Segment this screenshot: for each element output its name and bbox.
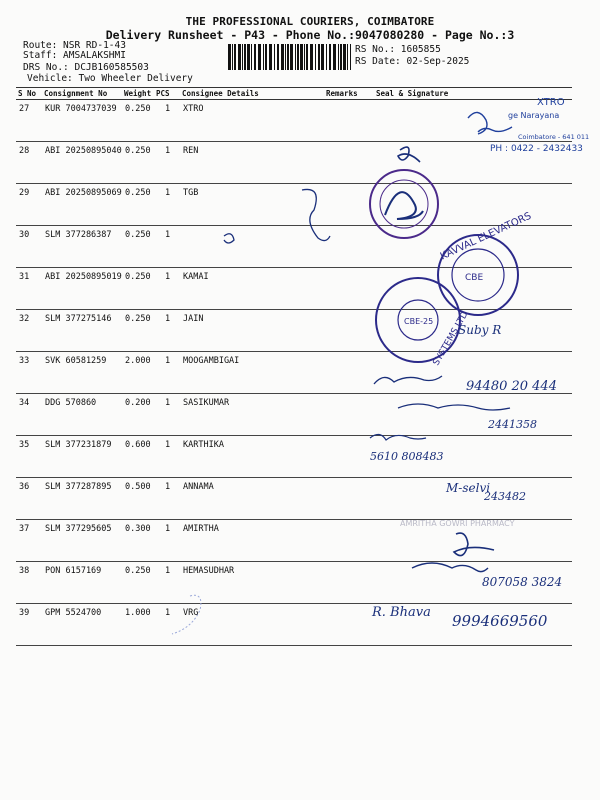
cell-sno: 31 [16,268,42,310]
cell-consignee: HEMASUDHAR [180,562,324,604]
cell-pcs: 1 [154,562,180,604]
cell-consignee: XTRO [180,100,324,142]
svg-text:SYSTEMS LTD: SYSTEMS LTD [431,309,471,368]
cell-consignment: KUR 7004737039 [42,100,122,142]
table-row [16,604,572,646]
cell-pcs: 1 [154,520,180,562]
cell-weight: 0.250 [122,268,154,310]
cell-weight: 0.250 [122,310,154,352]
table-row [16,436,572,478]
handwritten-row37-number: 243482 [484,490,526,503]
cell-seal [374,352,572,394]
cell-consignee: TGB [180,184,324,226]
cell-seal [374,268,572,310]
svg-text:PH : 0422 - 2432433: PH : 0422 - 2432433 [490,144,583,154]
handwritten-row39-number: 9994669560 [452,612,548,630]
svg-text:CBE: CBE [465,273,484,283]
cell-seal [374,604,572,646]
cell-consignee: ANNAMA [180,478,324,520]
cell-seal [374,520,572,562]
cell-remarks [324,268,374,310]
cell-pcs: 1 [154,604,180,646]
svg-text:Coimbatore - 641 011: Coimbatore - 641 011 [518,133,590,141]
cell-weight: 2.000 [122,352,154,394]
cell-sno: 28 [16,142,42,184]
col-header-pcs: PCS [154,88,180,100]
cell-weight: 0.250 [122,562,154,604]
cell-seal [374,310,572,352]
pharmacy-stamp: AMRITHA GOWRI PHARMACY [400,519,515,528]
handwritten-row34: 94480 20 444 [466,379,557,394]
table-row [16,310,572,352]
cell-weight: 0.300 [122,520,154,562]
col-header-weight: Weight [122,88,154,100]
cell-consignment: SLM 377287895 [42,478,122,520]
cell-pcs: 1 [154,142,180,184]
table-row [16,562,572,604]
cell-weight: 0.250 [122,226,154,268]
cell-consignee: KAMAI [180,268,324,310]
cell-consignment: ABI 20250895040 [42,142,122,184]
document-title: THE PROFESSIONAL COURIERS, COIMBATORE [185,15,435,28]
table-row [16,352,572,394]
table-row [16,100,572,142]
table-row [16,520,572,562]
col-header-consignment: Consignment No [42,88,122,100]
handwritten-row38: 807058 3824 [482,575,563,589]
table-row [16,478,572,520]
barcode [228,44,351,70]
cell-sno: 34 [16,394,42,436]
cell-remarks [324,184,374,226]
cell-seal [374,226,572,268]
cell-sno: 37 [16,520,42,562]
cell-remarks [324,520,374,562]
vehicle-label: Vehicle: Two Wheeler Delivery [27,73,193,84]
rs-date: RS Date: 02-Sep-2025 [355,56,470,67]
cell-remarks [324,226,374,268]
handwritten-row32: Suby R [458,323,502,337]
cell-remarks [324,394,374,436]
cell-consignment: ABI 20250895069 [42,184,122,226]
cell-sno: 29 [16,184,42,226]
handwritten-row36: 5610 808483 [370,450,444,463]
cell-weight: 0.200 [122,394,154,436]
cell-consignee: JAIN [180,310,324,352]
cell-consignee: AMIRTHA [180,520,324,562]
cell-consignee: KARTHIKA [180,436,324,478]
cell-sno: 35 [16,436,42,478]
cell-seal [374,142,572,184]
cell-weight: 0.250 [122,142,154,184]
cell-remarks [324,100,374,142]
cell-sno: 33 [16,352,42,394]
table-row [16,142,572,184]
cell-pcs: 1 [154,310,180,352]
cell-consignee: VRG [180,604,324,646]
table-row [16,394,572,436]
cell-remarks [324,478,374,520]
cell-consignment: SLM 377231879 [42,436,122,478]
table-row [16,268,572,310]
cell-seal [374,478,572,520]
svg-text:KAVVAL ELEVATORS: KAVVAL ELEVATORS [438,210,534,263]
cell-consignment: SVK 60581259 [42,352,122,394]
cell-pcs: 1 [154,478,180,520]
col-header-consignee: Consignee Details [180,88,324,100]
cell-weight: 1.000 [122,604,154,646]
table-header-row [16,88,572,100]
drs-number: DRS No.: DCJB160585503 [23,62,149,73]
cell-remarks [324,142,374,184]
cell-sno: 32 [16,310,42,352]
handwritten-row39-name: R. Bhava [372,605,431,620]
cell-pcs: 1 [154,226,180,268]
handwritten-row35: 2441358 [488,418,537,431]
cell-remarks [324,436,374,478]
route-label: Route: NSR RD-1-43 [23,40,126,51]
cell-consignment: SLM 377295605 [42,520,122,562]
cell-sno: 39 [16,604,42,646]
cell-sno: 38 [16,562,42,604]
cell-sno: 30 [16,226,42,268]
cell-weight: 0.600 [122,436,154,478]
table-row [16,226,572,268]
svg-text:ge Narayana: ge Narayana [508,111,560,120]
cell-sno: 27 [16,100,42,142]
cell-seal [374,184,572,226]
cell-pcs: 1 [154,436,180,478]
col-header-sno: S No [16,88,42,100]
cell-pcs: 1 [154,268,180,310]
svg-text:XTRO: XTRO [537,97,565,108]
runsheet-table [16,87,572,646]
document-subtitle: Delivery Runsheet - P43 - Phone No.:9047080280 - Page No.:3 [105,28,515,42]
cell-consignment: DDG 570860 [42,394,122,436]
cell-consignee: MOOGAMBIGAI [180,352,324,394]
cell-seal [374,100,572,142]
col-header-remarks: Remarks [324,88,374,100]
cell-seal [374,394,572,436]
cell-remarks [324,562,374,604]
staff-label: Staff: AMSALAKSHMI [23,50,126,61]
cell-consignment: GPM 5524700 [42,604,122,646]
cell-consignment: ABI 20250895019 [42,268,122,310]
cell-pcs: 1 [154,184,180,226]
cell-consignment: SLM 377275146 [42,310,122,352]
cell-remarks [324,604,374,646]
cell-consignment: SLM 377286387 [42,226,122,268]
cell-weight: 0.500 [122,478,154,520]
cell-pcs: 1 [154,100,180,142]
cell-seal [374,436,572,478]
col-header-seal: Seal & Signature [374,88,572,100]
table-row [16,184,572,226]
cell-seal [374,562,572,604]
rs-number: RS No.: 1605855 [355,44,441,55]
cell-consignment: PON 6157169 [42,562,122,604]
cell-remarks [324,310,374,352]
cell-consignee [180,226,324,268]
cell-remarks [324,352,374,394]
cell-pcs: 1 [154,394,180,436]
cell-weight: 0.250 [122,184,154,226]
cell-consignee: SASIKUMAR [180,394,324,436]
svg-text:CBE-25: CBE-25 [404,317,434,326]
cell-sno: 36 [16,478,42,520]
handwritten-row37-name: M-selvi [446,481,491,495]
cell-weight: 0.250 [122,100,154,142]
cell-pcs: 1 [154,352,180,394]
cell-consignee: REN [180,142,324,184]
